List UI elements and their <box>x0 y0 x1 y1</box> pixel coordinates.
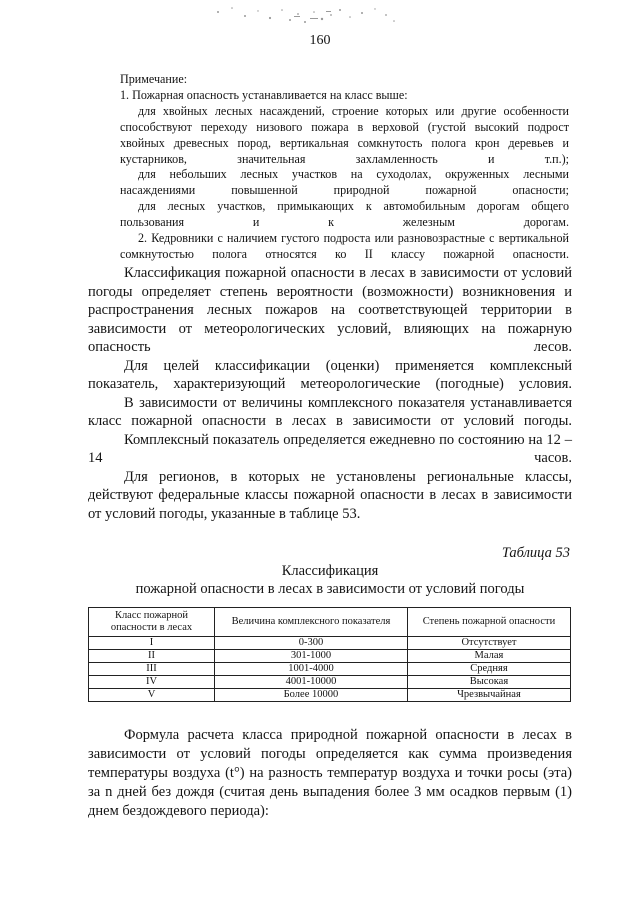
table-row <box>89 637 571 650</box>
cell-danger-degree: Высокая <box>407 676 570 689</box>
paragraph-3: В зависимости от величины комплексного показателя устанавливается класс пожарной опасности в лесах в зависимости от условий погоды. <box>88 394 572 429</box>
table-caption-line-1: Классификация <box>281 563 379 579</box>
header-index-value: Величина комплексного показателя <box>215 608 408 637</box>
note-block <box>120 72 569 263</box>
cell-class: V <box>89 689 215 702</box>
table-row <box>89 650 571 663</box>
cell-danger-degree: Средняя <box>407 663 570 676</box>
note-item-1-title: 1. Пожарная опасность устанавливается на класс выше: <box>120 87 408 102</box>
note-item-1-c: для лесных участков, примыкающих к автомобильным дорогам общего пользования и к железным дорогам. <box>120 199 569 230</box>
note-item-2: 2. Кедровники с наличием густого подроста или разновозрастные с вертикальной сомкнутостью полога относятся ко II классу пожарной опасности. <box>120 231 569 261</box>
table-row <box>89 689 571 702</box>
paragraph-4: Комплексный показатель определяется ежедневно по состоянию на 12 – 14 часов. <box>88 431 572 466</box>
note-item-1-a: для хвойных лесных насаждений, строение которых или другие особенности способствуют переходу низового пожара в верховой (густой высокий подрост хвойных древесных пород, вертикальная сомкнутость полога крон деревьев и кустарников, значительная захламленность и т.п.); <box>120 103 569 166</box>
cell-class: I <box>89 637 215 650</box>
note-title: Примечание: <box>120 72 188 86</box>
cell-class: III <box>89 663 215 676</box>
cell-index-value: 301-1000 <box>215 650 408 663</box>
cell-index-value: 1001-4000 <box>215 663 408 676</box>
table-row <box>89 663 571 676</box>
note-item-1-b: для небольших лесных участков на суходолах, окруженных лесными насаждениями повышенной природной пожарной опасности; <box>120 167 569 198</box>
table-label: Таблица 53 <box>501 545 570 561</box>
body-text <box>88 264 572 523</box>
paragraph-1: Классификация пожарной опасности в лесах в зависимости от условий погоды определяет степень вероятности (возможности) возникновения и распространения лесных пожаров на соответствующей территории в зависимости от метеорологических условий, влияющих на пожарную опасность лесов. <box>88 265 572 355</box>
cell-danger-degree: Малая <box>407 650 570 663</box>
table-caption-line-2: пожарной опасности в лесах в зависимости от условий погоды <box>135 581 525 597</box>
paragraph-5: Для регионов, в которых не установлены региональные классы, действуют федеральные классы пожарной опасности в лесах в зависимости от условий погоды, указанные в таблице 53. <box>88 468 572 522</box>
cell-index-value: 0-300 <box>215 637 408 650</box>
cell-danger-degree: Чрезвычайная <box>407 689 570 702</box>
scan-artifact-marks <box>210 2 400 28</box>
cell-class: II <box>89 650 215 663</box>
header-danger-degree: Степень пожарной опасности <box>407 608 570 637</box>
page-number: 160 <box>309 33 331 48</box>
formula-text <box>88 726 572 821</box>
cell-index-value: 4001-10000 <box>215 676 408 689</box>
header-class: Класс пожарной опасности в лесах <box>89 608 215 637</box>
cell-index-value: Более 10000 <box>215 689 408 702</box>
paragraph-2: Для целей классификации (оценки) применяется комплексный показатель, характеризующий метеорологические (погодные) условия. <box>88 357 572 392</box>
cell-class: IV <box>89 676 215 689</box>
table-caption <box>88 562 572 598</box>
table-header-row <box>89 608 571 637</box>
formula-paragraph: Формула расчета класса природной пожарной опасности в лесах в зависимости от условий погоды определяется как сумма произведения температуры воздуха (t°) на разность температур воздуха и точки росы (эта) за n дней без дождя (считая день выпадения более 3 мм осадков первым (1) днем бездождевого периода): <box>88 727 572 819</box>
fire-danger-table <box>88 607 571 702</box>
cell-danger-degree: Отсутствует <box>407 637 570 650</box>
table-row <box>89 676 571 689</box>
